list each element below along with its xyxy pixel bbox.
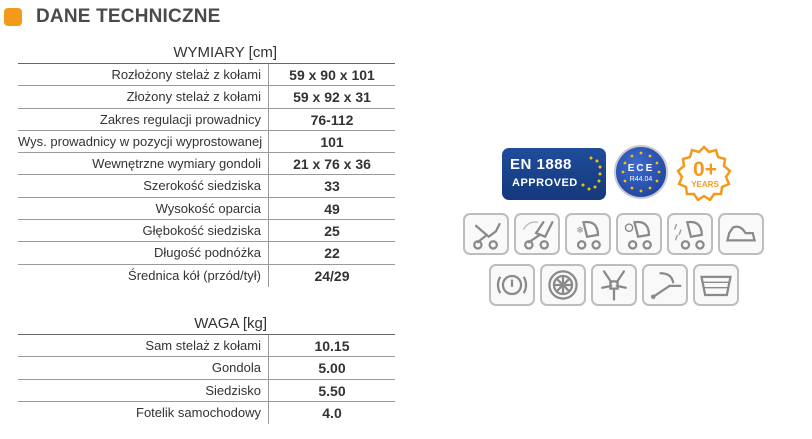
- table-row: [18, 380, 395, 402]
- stroller-seat-icon: [463, 213, 509, 255]
- row-value: 49: [324, 200, 340, 217]
- wheel-icon: [540, 264, 586, 306]
- stroller-winter-icon: [565, 213, 611, 255]
- row-value: 25: [324, 223, 340, 240]
- row-value: 33: [324, 178, 340, 195]
- table-row: [18, 242, 395, 264]
- row-label: Długość podnóżka: [18, 242, 269, 263]
- age-badge-value: 0+: [693, 158, 717, 181]
- table-row: [18, 131, 395, 153]
- en-badge-title: EN 1888: [510, 156, 572, 173]
- row-label: Wysokość oparcia: [18, 198, 269, 219]
- row-value: 5.50: [318, 382, 346, 399]
- ece-badge-title: ECE: [627, 163, 655, 174]
- table-row: [18, 220, 395, 242]
- row-label: Szerokość siedziska: [18, 175, 269, 196]
- ece-badge-subtitle: R44.04: [629, 176, 653, 183]
- row-value: 59 x 92 x 31: [293, 89, 371, 106]
- carrycot-icon: [718, 213, 764, 255]
- table-row: [18, 265, 395, 287]
- age-badge-icon: [674, 145, 734, 201]
- svg-text:❄: ❄: [576, 226, 584, 237]
- dimensions-table: [18, 40, 395, 287]
- stroller-recline-icon: [514, 213, 560, 255]
- table-row: [18, 357, 395, 379]
- en1888-badge: [502, 148, 606, 200]
- row-label: Siedzisko: [18, 380, 269, 401]
- age-badge: [674, 145, 734, 201]
- row-value: 22: [324, 245, 340, 262]
- row-value: 21 x 76 x 36: [293, 156, 371, 173]
- table-row: [18, 109, 395, 131]
- age-badge-label: YEARS: [691, 180, 719, 189]
- row-value: 59 x 90 x 101: [289, 67, 375, 83]
- table-row: [18, 175, 395, 197]
- table-row: [18, 335, 395, 357]
- brake-icon: [489, 264, 535, 306]
- row-label: Złożony stelaż z kołami: [18, 86, 269, 107]
- weight-title: WAGA [kg]: [18, 311, 395, 335]
- row-label: Sam stelaż z kołami: [18, 335, 269, 356]
- row-label: Rozłożony stelaż z kołami: [18, 64, 269, 85]
- table-row: [18, 153, 395, 175]
- dimensions-title: WYMIARY [cm]: [18, 40, 395, 64]
- harness-icon: [591, 264, 637, 306]
- stroller-rain-icon: [667, 213, 713, 255]
- row-label: Fotelik samochodowy: [18, 402, 269, 424]
- row-value: 76-112: [310, 111, 354, 128]
- row-label: Średnica kół (przód/tył): [18, 265, 269, 287]
- row-value: 5.00: [318, 360, 346, 377]
- eu-stars-icon: [578, 154, 604, 194]
- row-value: 10.15: [314, 338, 350, 354]
- page-title: DANE TECHNICZNE: [36, 6, 221, 27]
- row-value: 24/29: [314, 267, 350, 284]
- row-label: Wewnętrzne wymiary gondoli: [18, 153, 269, 174]
- row-label: Gondola: [18, 357, 269, 378]
- table-row: [18, 198, 395, 220]
- table-row: [18, 64, 395, 86]
- basket-icon: [693, 264, 739, 306]
- row-value: 101: [320, 133, 344, 150]
- stroller-sun-icon: [616, 213, 662, 255]
- en-badge-subtitle: APPROVED: [512, 177, 578, 189]
- row-value: 4.0: [322, 404, 342, 421]
- row-label: Zakres regulacji prowadnicy: [18, 109, 269, 130]
- header-accent-square: [4, 8, 22, 26]
- section-header: [4, 4, 221, 30]
- table-row: [18, 86, 395, 108]
- adjustable-handle-icon: [642, 264, 688, 306]
- row-label: Wys. prowadnicy w pozycji wyprostowanej: [18, 131, 269, 152]
- row-label: Głębokość siedziska: [18, 220, 269, 241]
- table-row: [18, 402, 395, 424]
- ece-badge: [614, 145, 668, 199]
- weight-table: [18, 311, 395, 424]
